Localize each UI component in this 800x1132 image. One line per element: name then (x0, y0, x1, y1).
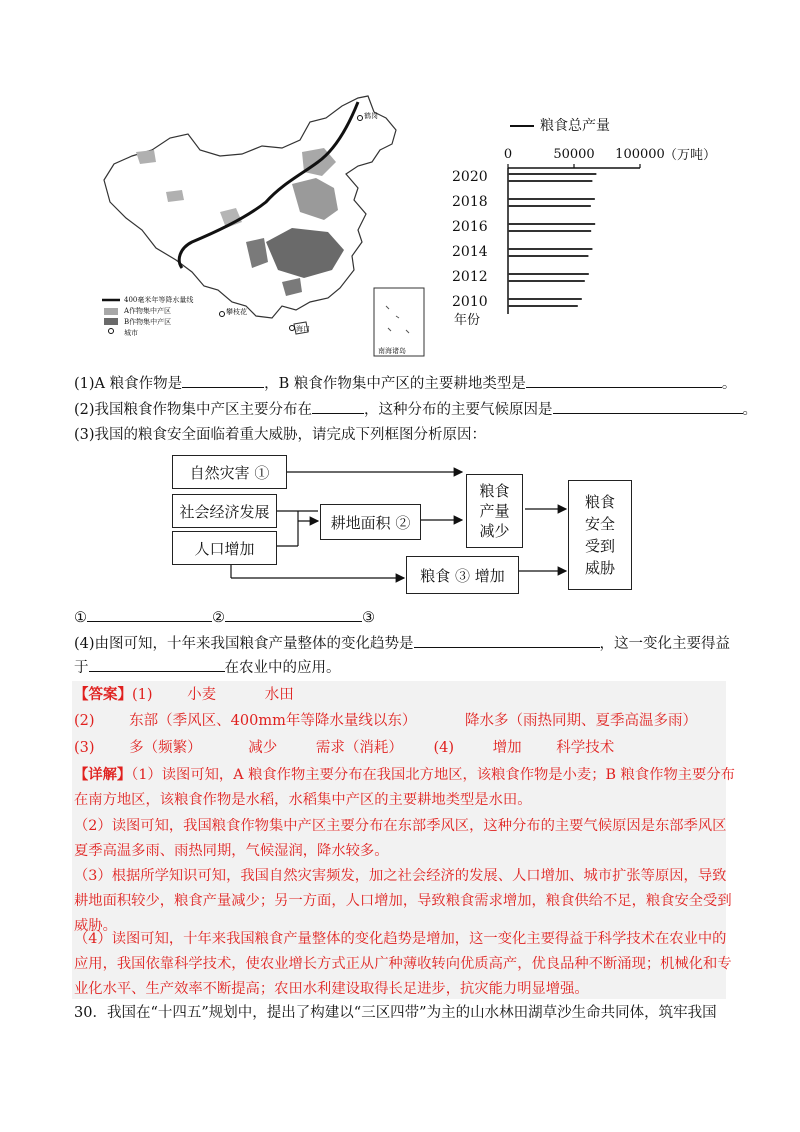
question-3: (3)我国的粮食安全面临着重大威胁，请完成下列框图分析原因： (74, 427, 487, 443)
y-category-label: 2020 (452, 169, 488, 185)
inset-label: 南海诸岛 (378, 347, 406, 355)
answer-panel (72, 681, 735, 999)
city-haikou: 海口 (296, 325, 310, 333)
unit-label: （万吨） (664, 148, 717, 163)
ans-4-num: (4) (433, 740, 455, 756)
x-tick-label: 50000 (553, 147, 595, 162)
detail-3a: （3）根据所学知识可知，我国自然灾害频发，加之社会经济的发展、人口增加、城市扩张等原因，导致 (74, 868, 727, 884)
blank-mark-3: ③ (362, 610, 375, 626)
ans-3-b: 减少 (248, 740, 278, 756)
legend-city: 城市 (124, 329, 138, 337)
detail-3c: 威胁。 (74, 918, 117, 934)
blank-mark-1: ① (74, 610, 87, 626)
answer-line-3 (74, 735, 614, 762)
y-category-label: 2016 (452, 219, 488, 235)
legend-a-crop: A作物集中产区 (124, 307, 172, 315)
detail-1a: （1）读图可知，A 粮食作物主要分布在我国北方地区，该粮食作物是小麦；B 粮食作物主要分布 (131, 767, 735, 783)
detail-1b: 在南方地区，该粮食作物是水稻，水稻集中产区的主要耕地类型是水田。 (74, 792, 532, 808)
ans-3-c: 需求（消耗） (315, 740, 403, 756)
ans-2-num: (2) (74, 713, 95, 729)
ans-3-a: 多（频繁） (129, 740, 202, 756)
detail-2a: （2）读图可知，我国粮食作物集中产区主要分布在东部季风区，这种分布的主要气候原因是东部季风区 (74, 818, 727, 834)
y-category-label: 2018 (452, 194, 488, 210)
q4-blank-b[interactable] (89, 657, 225, 672)
y-category-label: 2014 (452, 244, 488, 260)
q4-blank-a[interactable] (414, 633, 600, 648)
answer-line-2 (74, 708, 697, 735)
city-hegang: 鹤岗 (364, 112, 378, 120)
detail-2b: 夏季高温多雨、雨热同期，气候湿润，降水较多。 (74, 843, 389, 859)
y-category-label: 2012 (452, 269, 488, 285)
detail-label: 【详解】 (74, 767, 132, 783)
question-4-cont (74, 657, 341, 678)
ans-4-a: 增加 (492, 740, 522, 756)
detail-4a: （4）读图可知，十年来我国粮食产量整体的变化趋势是增加，这一变化主要得益于科学技术在农业中的 (74, 931, 727, 947)
y-axis-label: 年份 (454, 313, 481, 328)
x-tick-label: 100000 (615, 147, 665, 162)
question-4 (74, 633, 730, 654)
city-panzhihua: 攀枝花 (226, 308, 247, 316)
ans-4-b: 科学技术 (556, 740, 615, 756)
detail-4c: 业化水平、生产效率不断提高；农田水利建设取得长足进步，抗灾能力明显增强。 (74, 981, 589, 997)
box-population: 人口增加 (172, 531, 277, 565)
detail-4 (72, 927, 732, 1002)
q2-text-b: ，这种分布的主要气候原因是 (364, 402, 553, 418)
box-natural-disaster: 自然灾害 ① (172, 455, 287, 489)
legend-isohyet: 400毫米年等降水量线 (124, 296, 194, 304)
legend-b-crop: B作物集中产区 (124, 318, 172, 326)
detail-3b: 耕地面积较少，粮食产量减少；另一方面，人口增加，导致粮食需求增加，粮食供给不足，粮食安全受到 (74, 893, 732, 909)
q4-text-c: 于 (74, 660, 89, 676)
x-tick-label: 0 (503, 147, 513, 162)
q2-text-a: (2)我国粮食作物集中产区主要分布在 (74, 402, 313, 418)
box-grain-demand: 粮食 ③ 增加 (406, 556, 519, 594)
ans-1-b: 水田 (264, 687, 294, 703)
detail-1 (72, 763, 735, 813)
q2-text-c: 。 (742, 402, 758, 418)
flow-blank-2[interactable] (225, 607, 362, 622)
box-food-security: 粮食安全受到威胁 (568, 480, 632, 590)
q1-text-c: 。 (721, 376, 737, 392)
ans-1-a: 小麦 (187, 687, 217, 703)
detail-2 (72, 814, 726, 864)
q1-text-a: (1)A 粮食作物是 (74, 376, 183, 392)
ans-3-num: (3) (74, 740, 95, 756)
y-category-label: 2010 (452, 294, 488, 310)
flow-blanks (74, 607, 375, 628)
box-farmland: 耕地面积 ② (320, 504, 421, 540)
legend-label: 粮食总产量 (540, 118, 610, 134)
question-30: 30．我国在“十四五”规划中，提出了构建以“三区四带”为主的山水林田湖草沙生命共同体，筑牢我国 (74, 1005, 717, 1021)
box-social-economy: 社会经济发展 (172, 494, 277, 528)
q4-text-b: ，这一变化主要得益 (599, 636, 731, 652)
ans-2-a: 东部（季风区、400mm年等降水量线以东） (129, 713, 417, 729)
answer-label: 【答案】 (74, 686, 132, 703)
q1-text-b: ，B 粮食作物集中产区的主要耕地类型是 (264, 376, 526, 392)
flow-blank-1[interactable] (87, 607, 212, 622)
ans-2-b: 降水多（雨热同期、夏季高温多雨） (464, 713, 697, 729)
box-grain-output: 粮食产量减少 (466, 474, 523, 548)
answer-line-1 (74, 681, 294, 709)
q4-text-a: (4)由图可知，十年来我国粮食产量整体的变化趋势是 (74, 636, 414, 652)
blank-mark-2: ② (212, 610, 225, 626)
detail-4b: 应用，我国依靠科学技术，使农业增长方式正从广种薄收转向优质高产，优良品种不断涌现；机械化和专 (74, 956, 732, 972)
ans-1-num: (1) (132, 687, 153, 703)
q4-text-d: 在农业中的应用。 (224, 660, 341, 676)
